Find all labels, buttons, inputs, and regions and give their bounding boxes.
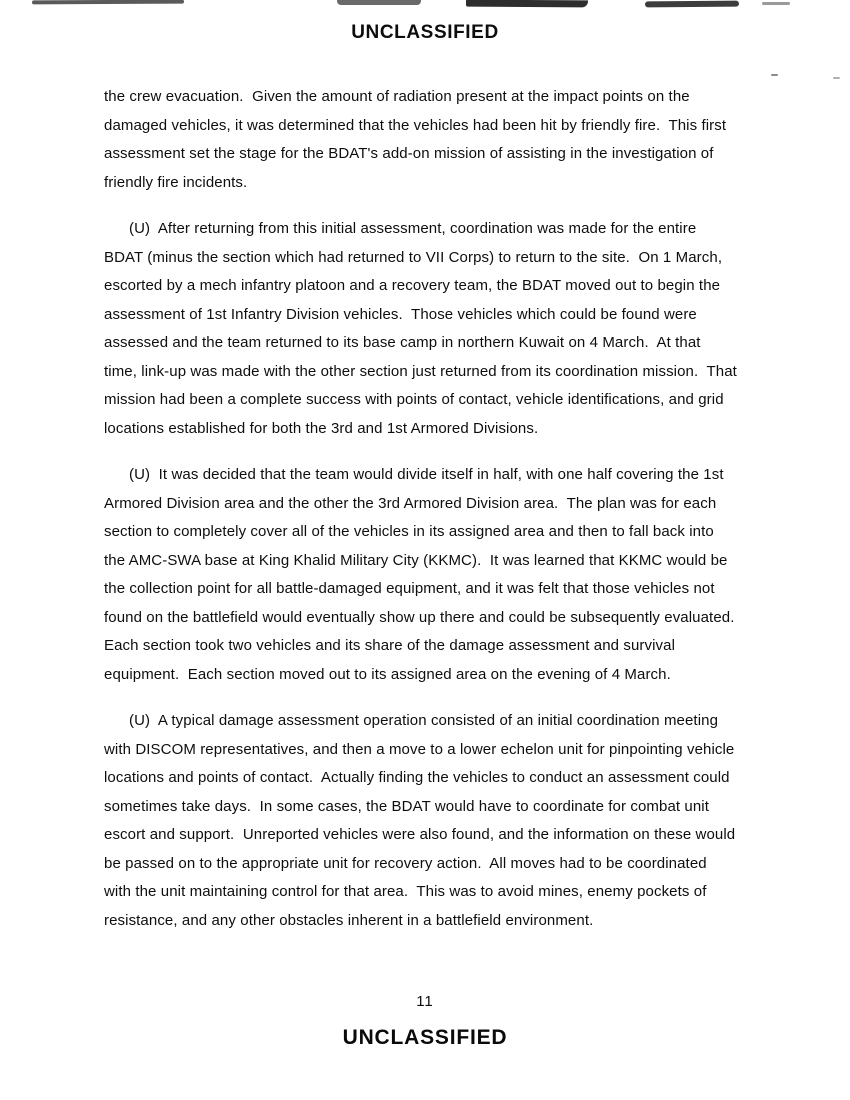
text-line: (U) It was decided that the team would divide itself in half, with one half covering the 1st <box>129 466 724 483</box>
text-line: sometimes take days. In some cases, the BDAT would have to coordinate for combat unit <box>104 797 710 815</box>
text-line: BDAT (minus the section which had returned to VII Corps) to return to the site. On 1 March, <box>104 248 723 266</box>
text-line: with the unit maintaining control for that area. This was to avoid mines, enemy pockets of <box>104 883 707 900</box>
text-line: assessed and the team returned to its base camp in northern Kuwait on 4 March. At that <box>104 334 701 351</box>
scan-artifact <box>337 0 421 5</box>
paragraph <box>104 83 784 197</box>
scan-artifact <box>762 2 790 5</box>
classification-header: UNCLASSIFIED <box>351 22 499 43</box>
text-line: escort and support. Unreported vehicles were also found, and the information on these would <box>104 826 736 843</box>
text-line: the crew evacuation. Given the amount of radiation present at the impact points on the <box>104 88 690 105</box>
text-line: assessment set the stage for the BDAT's add-on mission of assisting in the investigation of <box>104 145 714 162</box>
text-line: with DISCOM representatives, and then a move to a lower echelon unit for pinpointing vehicle <box>104 740 735 758</box>
text-line: damaged vehicles, it was determined that the vehicles had been hit by friendly fire. This first <box>104 116 727 134</box>
scan-speck <box>771 74 778 76</box>
text-line: escorted by a mech infantry platoon and a recovery team, the BDAT moved out to begin the <box>104 277 721 294</box>
text-line: resistance, and any other obstacles inherent in a battlefield environment. <box>104 911 594 929</box>
text-line: Each section took two vehicles and its share of the damage assessment and survival <box>104 637 675 654</box>
text-line: friendly fire incidents. <box>104 173 248 191</box>
paragraph <box>104 215 784 443</box>
text-line: locations and points of contact. Actually finding the vehicles to conduct an assessment could <box>104 769 730 786</box>
text-line: the AMC-SWA base at King Khalid Military City (KKMC). It was learned that KKMC would be <box>104 551 728 569</box>
text-line: time, link-up was made with the other section just returned from its coordination mission. That <box>104 362 737 380</box>
text-line: (U) A typical damage assessment operation consisted of an initial coordination meeting <box>129 712 719 729</box>
text-line: found on the battlefield would eventually show up there and could be subsequently evaluated. <box>104 608 735 626</box>
paragraph <box>104 707 784 935</box>
text-line: Armored Division area and the other the 3rd Armored Division area. The plan was for each <box>104 494 717 512</box>
paragraph <box>104 461 784 689</box>
text-line: (U) After returning from this initial assessment, coordination was made for the entire <box>129 220 697 237</box>
scan-artifact <box>645 1 739 8</box>
text-line: assessment of 1st Infantry Division vehicles. Those vehicles which could be found were <box>104 305 697 323</box>
text-line: mission had been a complete success with points of contact, vehicle identifications, and grid <box>104 391 724 408</box>
classification-footer: UNCLASSIFIED <box>342 1026 508 1049</box>
scan-artifact <box>32 0 184 4</box>
text-line: section to completely cover all of the vehicles in its assigned area and then to fall back into <box>104 523 714 540</box>
text-line: be passed on to the appropriate unit for recovery action. All moves had to be coordinated <box>104 854 707 872</box>
text-line: locations established for both the 3rd and 1st Armored Divisions. <box>104 419 539 437</box>
scan-speck <box>833 77 840 79</box>
scan-artifact <box>466 0 588 7</box>
text-line: the collection point for all battle-damaged equipment, and it was felt that those vehicles not <box>104 580 715 597</box>
page-number: 11 <box>416 993 434 1010</box>
document-body <box>104 83 784 953</box>
text-line: equipment. Each section moved out to its assigned area on the evening of 4 March. <box>104 665 671 683</box>
